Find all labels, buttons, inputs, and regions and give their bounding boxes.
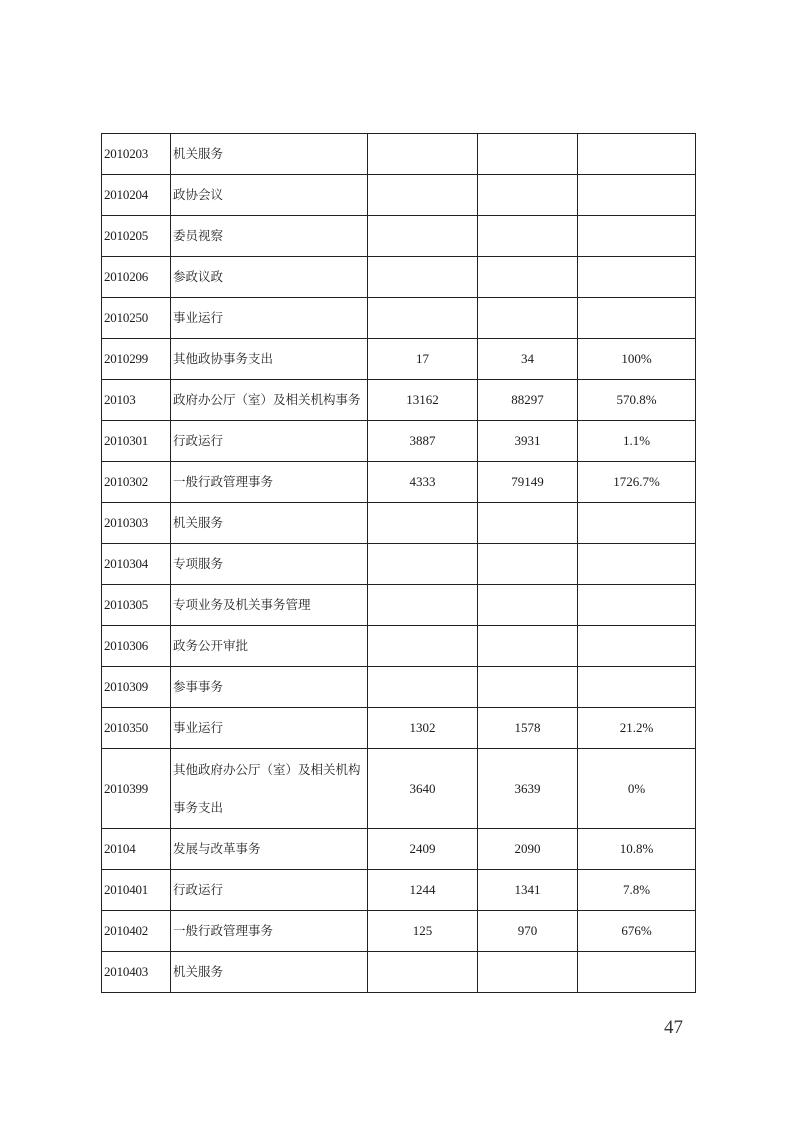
current-year-value-cell: 970 <box>478 911 578 952</box>
current-year-value-cell: 1578 <box>478 708 578 749</box>
change-percent-cell <box>578 544 696 585</box>
table-row <box>102 134 696 175</box>
change-percent-cell <box>578 626 696 667</box>
subject-name-line: 政协会议 <box>173 188 224 202</box>
subject-name-cell <box>171 134 368 175</box>
prior-year-value-cell <box>368 544 478 585</box>
subject-name-cell <box>171 216 368 257</box>
subject-code-cell: 2010402 <box>102 911 171 952</box>
current-year-value-cell: 2090 <box>478 829 578 870</box>
prior-year-value-cell <box>368 626 478 667</box>
subject-name-cell <box>171 870 368 911</box>
prior-year-value-cell: 2409 <box>368 829 478 870</box>
current-year-value-cell: 3931 <box>478 421 578 462</box>
subject-name-cell <box>171 462 368 503</box>
current-year-value-cell <box>478 667 578 708</box>
subject-name-cell <box>171 257 368 298</box>
table-row <box>102 380 696 421</box>
subject-code-cell: 2010302 <box>102 462 171 503</box>
change-percent-cell: 570.8% <box>578 380 696 421</box>
current-year-value-cell <box>478 585 578 626</box>
subject-name-line: 政务公开审批 <box>173 639 249 653</box>
table-row <box>102 911 696 952</box>
prior-year-value-cell: 3887 <box>368 421 478 462</box>
table-row <box>102 585 696 626</box>
subject-name-line: 机关服务 <box>173 516 224 530</box>
current-year-value-cell <box>478 216 578 257</box>
prior-year-value-cell <box>368 952 478 993</box>
budget-table <box>101 133 696 993</box>
current-year-value-cell: 88297 <box>478 380 578 421</box>
subject-name-line: 委员视察 <box>173 229 224 243</box>
subject-name-cell <box>171 829 368 870</box>
change-percent-cell: 1726.7% <box>578 462 696 503</box>
prior-year-value-cell: 3640 <box>368 749 478 829</box>
change-percent-cell <box>578 175 696 216</box>
subject-code-cell: 2010399 <box>102 749 171 829</box>
current-year-value-cell <box>478 626 578 667</box>
subject-code-cell: 2010401 <box>102 870 171 911</box>
subject-code-cell: 2010403 <box>102 952 171 993</box>
subject-name-line: 一般行政管理事务 <box>173 924 274 938</box>
prior-year-value-cell <box>368 257 478 298</box>
current-year-value-cell <box>478 175 578 216</box>
change-percent-cell <box>578 216 696 257</box>
subject-name-line: 行政运行 <box>173 434 224 448</box>
table-row <box>102 298 696 339</box>
change-percent-cell: 1.1% <box>578 421 696 462</box>
table-row <box>102 339 696 380</box>
subject-name-line: 事业运行 <box>173 721 224 735</box>
table-row <box>102 462 696 503</box>
subject-name-line: 政府办公厅（室）及相关机构事务 <box>173 393 361 407</box>
subject-code-cell: 2010309 <box>102 667 171 708</box>
subject-name-line: 事务支出 <box>173 800 224 815</box>
current-year-value-cell <box>478 257 578 298</box>
change-percent-cell: 100% <box>578 339 696 380</box>
change-percent-cell <box>578 667 696 708</box>
current-year-value-cell: 34 <box>478 339 578 380</box>
prior-year-value-cell: 17 <box>368 339 478 380</box>
subject-code-cell: 2010305 <box>102 585 171 626</box>
table-row <box>102 257 696 298</box>
subject-name-cell <box>171 749 368 829</box>
prior-year-value-cell <box>368 503 478 544</box>
current-year-value-cell: 79149 <box>478 462 578 503</box>
prior-year-value-cell <box>368 216 478 257</box>
change-percent-cell <box>578 952 696 993</box>
prior-year-value-cell: 125 <box>368 911 478 952</box>
subject-name-cell <box>171 626 368 667</box>
prior-year-value-cell <box>368 175 478 216</box>
subject-name-cell <box>171 708 368 749</box>
prior-year-value-cell <box>368 298 478 339</box>
prior-year-value-cell: 1244 <box>368 870 478 911</box>
subject-code-cell: 20103 <box>102 380 171 421</box>
table-row <box>102 952 696 993</box>
subject-code-cell: 2010204 <box>102 175 171 216</box>
table-row <box>102 175 696 216</box>
subject-code-cell: 2010303 <box>102 503 171 544</box>
current-year-value-cell <box>478 298 578 339</box>
subject-name-line: 参政议政 <box>173 270 224 284</box>
subject-code-cell: 20104 <box>102 829 171 870</box>
subject-code-cell: 2010203 <box>102 134 171 175</box>
subject-name-cell <box>171 421 368 462</box>
change-percent-cell <box>578 134 696 175</box>
table-row <box>102 870 696 911</box>
current-year-value-cell <box>478 544 578 585</box>
prior-year-value-cell: 1302 <box>368 708 478 749</box>
prior-year-value-cell: 4333 <box>368 462 478 503</box>
current-year-value-cell: 3639 <box>478 749 578 829</box>
table-row <box>102 216 696 257</box>
subject-name-line: 参事事务 <box>173 680 224 694</box>
subject-code-cell: 2010299 <box>102 339 171 380</box>
current-year-value-cell <box>478 952 578 993</box>
change-percent-cell: 10.8% <box>578 829 696 870</box>
subject-name-line: 机关服务 <box>173 147 224 161</box>
subject-name-line: 其他政协事务支出 <box>173 352 274 366</box>
subject-name-cell <box>171 298 368 339</box>
change-percent-cell: 7.8% <box>578 870 696 911</box>
subject-name-line: 事业运行 <box>173 311 224 325</box>
subject-name-line: 一般行政管理事务 <box>173 475 274 489</box>
budget-table-body <box>102 134 696 993</box>
change-percent-cell <box>578 585 696 626</box>
table-row <box>102 667 696 708</box>
subject-name-cell <box>171 911 368 952</box>
table-row <box>102 749 696 829</box>
subject-name-cell <box>171 667 368 708</box>
subject-code-cell: 2010350 <box>102 708 171 749</box>
change-percent-cell: 0% <box>578 749 696 829</box>
subject-name-cell <box>171 952 368 993</box>
subject-name-cell <box>171 585 368 626</box>
subject-code-cell: 2010250 <box>102 298 171 339</box>
subject-code-cell: 2010205 <box>102 216 171 257</box>
subject-name-line: 专项业务及机关事务管理 <box>173 598 311 612</box>
table-row <box>102 626 696 667</box>
subject-name-cell <box>171 503 368 544</box>
prior-year-value-cell <box>368 134 478 175</box>
table-row <box>102 503 696 544</box>
subject-name-line: 行政运行 <box>173 883 224 897</box>
subject-name-line: 专项服务 <box>173 557 224 571</box>
change-percent-cell: 676% <box>578 911 696 952</box>
change-percent-cell <box>578 257 696 298</box>
subject-name-cell <box>171 544 368 585</box>
subject-name-cell <box>171 175 368 216</box>
subject-code-cell: 2010301 <box>102 421 171 462</box>
change-percent-cell: 21.2% <box>578 708 696 749</box>
subject-name-line: 发展与改革事务 <box>173 842 261 856</box>
table-row <box>102 421 696 462</box>
page-number: 47 <box>664 1017 683 1038</box>
current-year-value-cell <box>478 503 578 544</box>
subject-code-cell: 2010306 <box>102 626 171 667</box>
subject-name-line: 其他政府办公厅（室）及相关机构 <box>173 762 361 777</box>
subject-code-cell: 2010206 <box>102 257 171 298</box>
subject-code-cell: 2010304 <box>102 544 171 585</box>
current-year-value-cell <box>478 134 578 175</box>
change-percent-cell <box>578 298 696 339</box>
subject-name-cell <box>171 380 368 421</box>
prior-year-value-cell <box>368 585 478 626</box>
prior-year-value-cell <box>368 667 478 708</box>
subject-name-cell <box>171 339 368 380</box>
table-row <box>102 544 696 585</box>
subject-name-line: 机关服务 <box>173 965 224 979</box>
table-row <box>102 708 696 749</box>
change-percent-cell <box>578 503 696 544</box>
prior-year-value-cell: 13162 <box>368 380 478 421</box>
table-row <box>102 829 696 870</box>
current-year-value-cell: 1341 <box>478 870 578 911</box>
